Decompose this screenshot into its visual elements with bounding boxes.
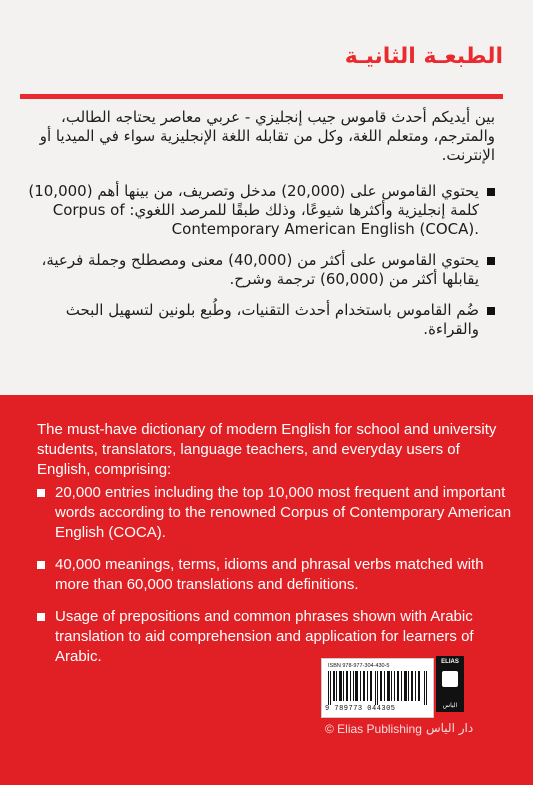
publisher-credit-english: © Elias Publishing <box>325 722 422 736</box>
arabic-bullet-list <box>22 182 495 351</box>
publisher-logo-text: ELIAS <box>441 659 459 665</box>
arabic-bullet-2: يحتوي القاموس على أكثر من (40,000) معنى ومصطلح وجملة فرعية، يقابلها أكثر من (60,000) ترجمة وشرح. <box>22 251 495 289</box>
english-bullet-list <box>37 483 513 679</box>
english-intro: The must-have dictionary of modern English for school and university students, translators, language teachers, and everyday users of English, comprising: <box>37 421 497 478</box>
english-bullet-3: Usage of prepositions and common phrases shown with Arabic translation to aid comprehension and application for learners of Arabic. <box>37 607 513 667</box>
english-bullet-1: 20,000 entries including the top 10,000 most frequent and important words according to the renowned Corpus of Contemporary American English (COCA). <box>37 483 513 543</box>
publisher-logo <box>436 656 464 712</box>
barcode-number: 9 789773 044305 <box>325 705 396 713</box>
barcode <box>321 658 434 718</box>
arabic-intro: بين أيديكم أحدث قاموس جيب إنجليزي - عربي معاصر يحتاجه الطالب، والمترجم، ومتعلم اللغة، وكل من تقابله اللغة الإنجليزية سواء في الميديا أو الإنترنت. <box>39 108 495 164</box>
barcode-bars <box>328 671 427 705</box>
heading-divider <box>20 94 503 99</box>
publisher-credit-arabic: دار الياس <box>426 721 474 735</box>
arabic-bullet-3: ضُم القاموس باستخدام أحدث التقنيات، وطُبع بلونين لتسهيل البحث والقراءة. <box>22 301 495 339</box>
english-bullet-2: 40,000 meanings, terms, idioms and phrasal verbs matched with more than 60,000 translations and definitions. <box>37 555 513 595</box>
publisher-emblem-icon <box>442 671 458 687</box>
arabic-bullet-1-corpus: Corpus of Contemporary American English (COCA). <box>52 201 479 238</box>
publisher-logo-arabic: الياس <box>442 702 458 709</box>
isbn-text: ISBN 978-977-304-430-5 <box>328 663 390 669</box>
arabic-bullet-1 <box>22 182 495 239</box>
edition-heading: الطبعـة الثانيـة <box>344 44 503 69</box>
arabic-bullet-1-text: يحتوي القاموس على (20,000) مدخل وتصريف، من بينها أهم (10,000) كلمة إنجليزية وأكثرها شيوعًا، وذلك طبقًا للمرصد اللغوي: <box>28 182 479 219</box>
